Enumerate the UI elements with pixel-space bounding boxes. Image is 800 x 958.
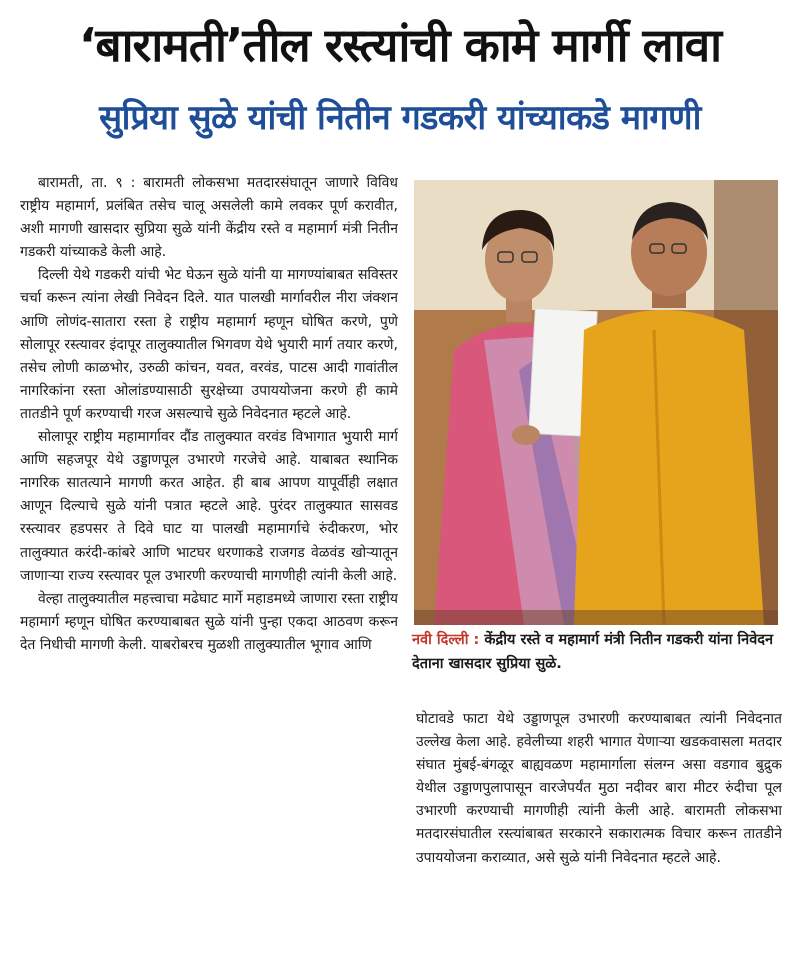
photo-caption xyxy=(412,628,784,676)
caption-text: केंद्रीय रस्ते व महामार्ग मंत्री नितीन गडकरी यांना निवेदन देताना खासदार सुप्रिया सुळे. xyxy=(412,632,774,672)
article-paragraph-4: वेल्हा तालुक्यातील महत्त्वाचा मढेघाट मार्गे महाडमध्ये जाणारा रस्ता राष्ट्रीय महामार्ग म्हणून घोषित करण्याबाबत सुळे यांनी पुन्हा एकदा आठवण करून देत निधीची मागणी केली. याबरोबरच मुळशी तालुक्यातील भूगाव आणि xyxy=(20,590,398,653)
article-left-column xyxy=(20,172,398,952)
headline: ‘बारामती’तील रस्त्यांची कामे मार्गी लावा xyxy=(78,18,722,72)
article-paragraph-5: घोटावडे फाटा येथे उड्डाणपूल उभारणी करण्याबाबत त्यांनी निवेदनात उल्लेख केला आहे. हवेलीच्या शहरी भागात येणाऱ्या खडकवासला मतदार संघात मुंबई-बंगळूर बाह्यवळण महामार्गाला संलग्न असा वडगाव बुद्रुक येथील उड्डाणपुलापासून वारजेपर्यंत मुठा नदीवर बारा मीटर रुंदीचा पूल उभारणी करण्याची मागणीही त्यांनी केली आहे. बारामती लोकसभा मतदारसंघातील रस्त्यांबाबत सरकारने सकारात्मक विचार करून तातडीने उपाययोजना कराव्यात, असे सुळे यांनी निवेदनात म्हटले आहे. xyxy=(416,711,782,866)
news-photo xyxy=(414,180,778,625)
news-photo-illustration xyxy=(414,180,778,625)
article-paragraph-3: सोलापूर राष्ट्रीय महामार्गावर दौंड तालुक्यात वरवंड विभागात भुयारी मार्ग आणि सहजपूर येथे उड्डाणपूल उभारणे गरजेचे आहे. याबाबत स्थानिक नागरिक सातत्याने मागणी करत आहेत. ही बाब आपण यापूर्वीही लक्षात आणून दिल्याचे सुळे यांनी पत्रात म्हटले आहे. पुरंदर तालुक्यात सासवड रस्त्यावर हडपसर ते दिवे घाट या पालखी महामार्गाचे रुंदीकरण, भोर तालुक्यात करंदी-कांबरे आणि भाटघर धरणाकडे राजगड वेळवंड खोऱ्यातून जाणाऱ्या राज्य रस्त्यावर पूल उभारणी करण्याची मागणीही त्यांनी केली आहे. xyxy=(20,429,398,584)
caption-place: नवी दिल्ली : xyxy=(412,632,480,648)
article-paragraph-1: बारामती, ता. ९ : बारामती लोकसभा मतदारसंघातून जाणारे विविध राष्ट्रीय महामार्ग, प्रलंबित तसेच चालू असलेली कामे लवकर पूर्ण करावीत, अशी मागणी खासदार सुप्रिया सुळे यांनी केंद्रीय रस्ते व महामार्ग मंत्री नितीन गडकरी यांच्याकडे केली आहे. xyxy=(20,175,398,261)
subheadline: सुप्रिया सुळे यांची नितीन गडकरी यांच्याकडे मागणी xyxy=(99,98,701,138)
article-right-column xyxy=(416,708,782,952)
article-paragraph-2: दिल्ली येथे गडकरी यांची भेट घेऊन सुळे यांनी या मागण्यांबाबत सविस्तर चर्चा करून त्यांना लेखी निवेदन दिले. यात पालखी मार्गावरील नीरा जंक्शन आणि लोणंद-सातारा रस्ता हे राष्ट्रीय महामार्ग म्हणून घोषित करणे, पुणे सोलापूर रस्त्यावर इंदापूर तालुक्यातील भिगवण येथे भुयारी मार्ग तयार करणे, तसेच लोणी काळभोर, उरुळी कांचन, यवत, वरवंड, पाटस आदी गावांतील नागरिकांना रस्ता ओलांडण्यासाठी सुरक्षेच्या उपाययोजना करणे ही कामे तातडीने पूर्ण करण्याची गरज असल्याचे सुळे निवेदनात म्हटले आहे. xyxy=(20,267,398,422)
